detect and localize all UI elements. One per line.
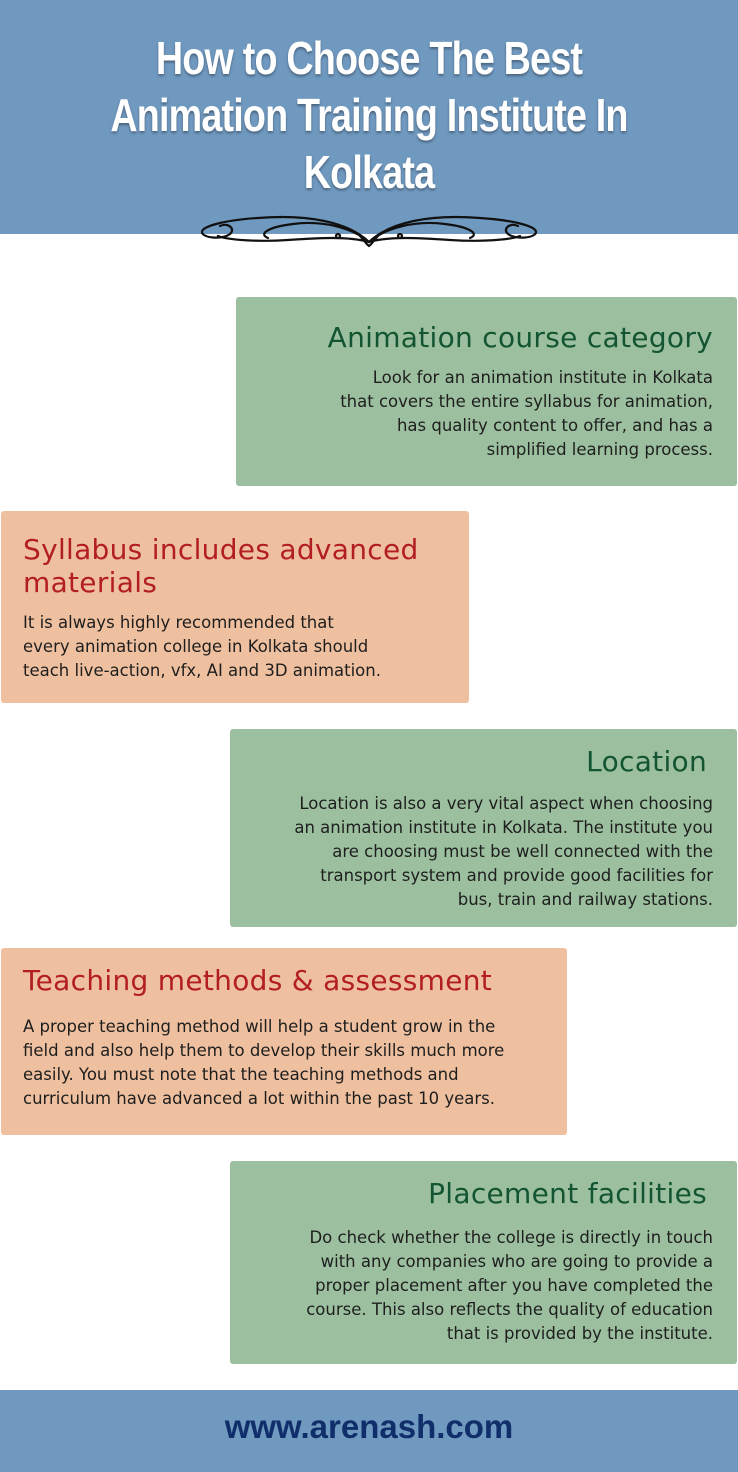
section-heading: Placement facilities [428,1177,707,1210]
section-heading: Animation course category [327,321,713,354]
section-heading: Teaching methods & assessment [23,964,493,997]
body-line: Location is also a very vital aspect when choosing [299,794,713,813]
section-teaching-methods [1,948,567,1135]
body-line: bus, train and railway stations. [457,890,713,909]
title-line: Animation Training Institute In [110,89,628,141]
section-syllabus-advanced-materials [1,511,469,703]
heading-line: Syllabus includes advanced [23,533,419,566]
body-line: Do check whether the college is directly in touch [309,1228,713,1247]
section-body [254,792,713,912]
body-line: an animation institute in Kolkata. The institute you [294,818,713,837]
body-line: easily. You must note that the teaching methods and [23,1065,459,1084]
section-body [23,611,447,683]
body-line: with any companies who are going to provide a [320,1252,713,1271]
body-line: It is always highly recommended that [23,613,334,632]
body-line: transport system and provide good facilities for [320,866,713,885]
body-line: simplified learning process. [486,440,713,459]
title-line: Kolkata [303,146,435,198]
body-line: field and also help them to develop their skills much more [23,1041,505,1060]
page-title [99,30,639,201]
scroll-flourish-icon [198,206,540,250]
body-line: that is provided by the institute. [446,1324,713,1343]
body-line: course. This also reflects the quality of education [306,1300,713,1319]
body-line: teach live-action, vfx, AI and 3D animation. [23,661,381,680]
section-animation-course-category [236,297,737,486]
title-line: How to Choose The Best [155,32,583,84]
section-heading: Location [586,745,707,778]
section-heading [23,533,447,599]
body-line: are choosing must be well connected with the [332,842,713,861]
heading-line: materials [23,566,158,599]
website-link[interactable]: www.arenash.com [224,1408,514,1445]
body-line: proper placement after you have completed the [315,1276,713,1295]
body-line: Look for an animation institute in Kolkata [372,368,713,387]
section-body [254,1226,713,1346]
section-body [260,366,713,462]
body-line: that covers the entire syllabus for animation, [340,392,713,411]
section-body [23,1015,545,1111]
section-location [230,729,737,927]
section-placement-facilities [230,1161,737,1364]
body-line: A proper teaching method will help a student grow in the [23,1017,496,1036]
body-line: has quality content to offer, and has a [396,416,713,435]
body-line: curriculum have advanced a lot within the past 10 years. [23,1089,496,1108]
body-line: every animation college in Kolkata should [23,637,369,656]
